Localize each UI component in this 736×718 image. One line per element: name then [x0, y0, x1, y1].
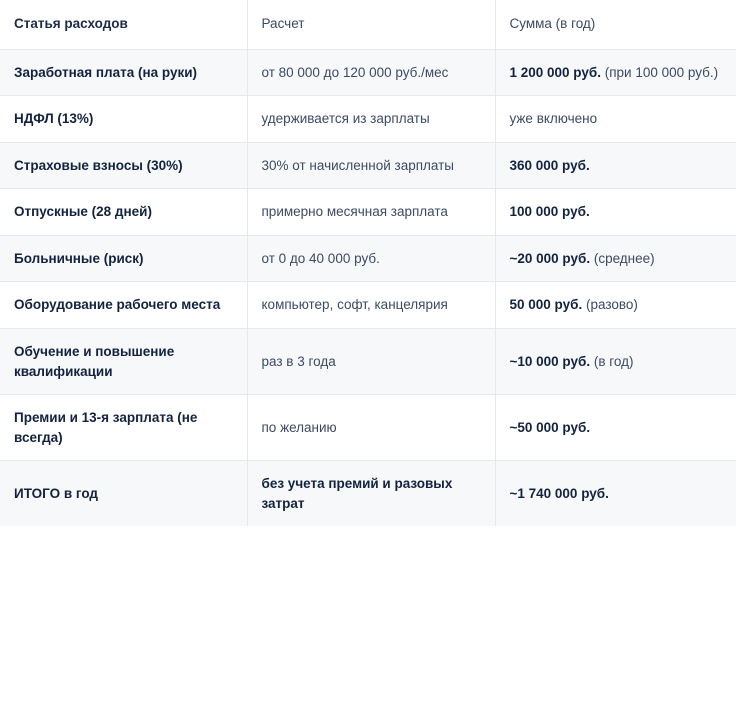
row-amount-strong: ~50 000 руб. — [509, 419, 591, 435]
row-amount-strong: 50 000 руб. — [509, 297, 583, 313]
table-row-total — [0, 461, 736, 527]
row-label: Больничные (риск) — [0, 235, 247, 282]
row-amount — [495, 142, 736, 189]
table-row — [0, 96, 736, 143]
row-amount-strong: 360 000 руб. — [509, 157, 590, 173]
row-label: Оборудование рабочего места — [0, 282, 247, 329]
column-header-expense-item: Статья расходов — [0, 0, 247, 49]
row-label: ИТОГО в год — [0, 461, 247, 527]
table-row — [0, 235, 736, 282]
row-amount — [495, 49, 736, 96]
table-header — [0, 0, 736, 49]
column-header-amount: Сумма (в год) — [495, 0, 736, 49]
row-amount — [495, 395, 736, 461]
table-row — [0, 395, 736, 461]
row-calculation: по желанию — [247, 395, 495, 461]
row-calculation: 30% от начисленной зарплаты — [247, 142, 495, 189]
row-amount — [495, 282, 736, 329]
row-amount — [495, 328, 736, 394]
row-amount-strong: ~20 000 руб. — [509, 250, 591, 266]
row-amount-strong: ~1 740 000 руб. — [509, 485, 609, 501]
row-amount-note: (среднее) — [590, 250, 655, 266]
row-calculation: удерживается из зарплаты — [247, 96, 495, 143]
row-amount-note: (разово) — [582, 297, 638, 313]
row-label: НДФЛ (13%) — [0, 96, 247, 143]
row-calculation: от 0 до 40 000 руб. — [247, 235, 495, 282]
table-row — [0, 142, 736, 189]
row-calculation: компьютер, софт, канцелярия — [247, 282, 495, 329]
table-row — [0, 189, 736, 236]
row-amount-strong: ~10 000 руб. — [509, 353, 591, 369]
row-amount — [495, 189, 736, 236]
row-label: Обучение и повышение квалификации — [0, 328, 247, 394]
row-amount — [495, 461, 736, 527]
table-row — [0, 328, 736, 394]
row-calculation: примерно месячная зарплата — [247, 189, 495, 236]
row-calculation: без учета премий и разовых затрат — [247, 461, 495, 527]
row-amount-strong: 100 000 руб. — [509, 204, 590, 220]
row-label: Страховые взносы (30%) — [0, 142, 247, 189]
row-amount — [495, 96, 736, 143]
row-calculation: раз в 3 года — [247, 328, 495, 394]
row-amount-strong: 1 200 000 руб. — [509, 64, 601, 80]
row-label: Заработная плата (на руки) — [0, 49, 247, 96]
row-amount-note: уже включено — [509, 111, 598, 127]
row-calculation: от 80 000 до 120 000 руб./мес — [247, 49, 495, 96]
row-label: Отпускные (28 дней) — [0, 189, 247, 236]
row-label: Премии и 13-я зарплата (не всегда) — [0, 395, 247, 461]
row-amount-note: (при 100 000 руб.) — [600, 64, 719, 80]
table-body — [0, 49, 736, 526]
row-amount-note: (в год) — [590, 353, 634, 369]
column-header-calculation: Расчет — [247, 0, 495, 49]
table-header-row — [0, 0, 736, 49]
row-amount — [495, 235, 736, 282]
table-row — [0, 282, 736, 329]
table-row — [0, 49, 736, 96]
